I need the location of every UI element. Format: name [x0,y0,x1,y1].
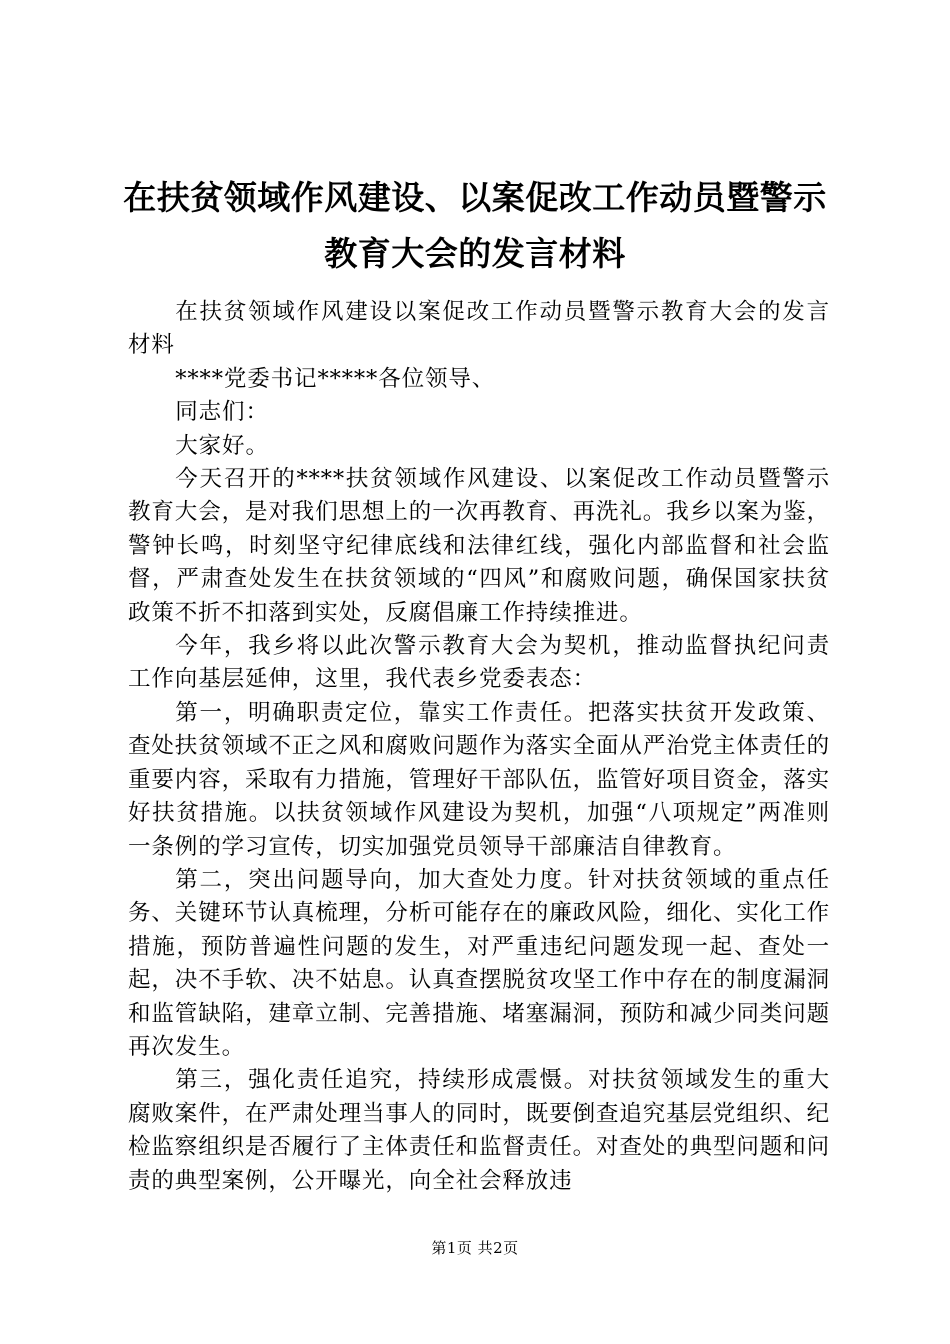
paragraph-intro: 今天召开的****扶贫领域作风建设、以案促改工作动员暨警示教育大会，是对我们思想上的一次再教育、再洗礼。我乡以案为鉴，警钟长鸣，时刻坚守纪律底线和法律红线，强化内部监督和社会监督，严肃查处发生在扶贫领域的“四风”和腐败问题，确保国家扶贫政策不折不扣落到实处，反腐倡廉工作持续推进。 [128,466,831,626]
page-number-footer: 第1页 共2页 [431,1239,519,1257]
paragraph-point-two: 第二，突出问题导向，加大查处力度。针对扶贫领域的重点任务、关键环节认真梳理，分析可能存在的廉政风险，细化、实化工作措施，预防普遍性问题的发生，对严重违纪问题发现一起、查处一起，决不手软、决不姑息。认真查摆脱贫攻坚工作中存在的制度漏洞和监管缺陷，建章立制、完善措施、堵塞漏洞，预防和减少同类问题再次发生。 [128,866,831,1060]
paragraph-point-three: 第三，强化责任追究，持续形成震慑。对扶贫领域发生的重大腐败案件，在严肃处理当事人的同时，既要倒查追究基层党组织、纪检监察组织是否履行了主体责任和监督责任。对查处的典型问题和问责的典型案例，公开曝光，向全社会释放违 [128,1067,831,1194]
paragraph-point-one: 第一，明确职责定位，靠实工作责任。把落实扶贫开发政策、查处扶贫领域不正之风和腐败问题作为落实全面从严治党主体责任的重要内容，采取有力措施，管理好干部队伍，监管好项目资金，落实好扶贫措施。以扶贫领域作风建设为契机，加强“八项规定”两准则一条例的学习宣传，切实加强党员领导干部廉洁自律教育。 [128,699,831,860]
paragraph-subtitle: 在扶贫领域作风建设以案促改工作动员暨警示教育大会的发言材料 [128,299,830,359]
paragraph-speaker: ****党委书记*****各位领导、 [175,365,496,392]
paragraph-greeting: 大家好。 [175,432,269,459]
document-body [128,296,830,1198]
paragraph-pledge-intro: 今年，我乡将以此次警示教育大会为契机，推动监督执纪问责工作向基层延伸，这里，我代表乡党委表态： [128,633,830,693]
document-title: 在扶贫领域作风建设、以案促改工作动员暨警示教育大会的发言材料 [123,178,827,273]
paragraph-salutation: 同志们： [175,399,269,426]
